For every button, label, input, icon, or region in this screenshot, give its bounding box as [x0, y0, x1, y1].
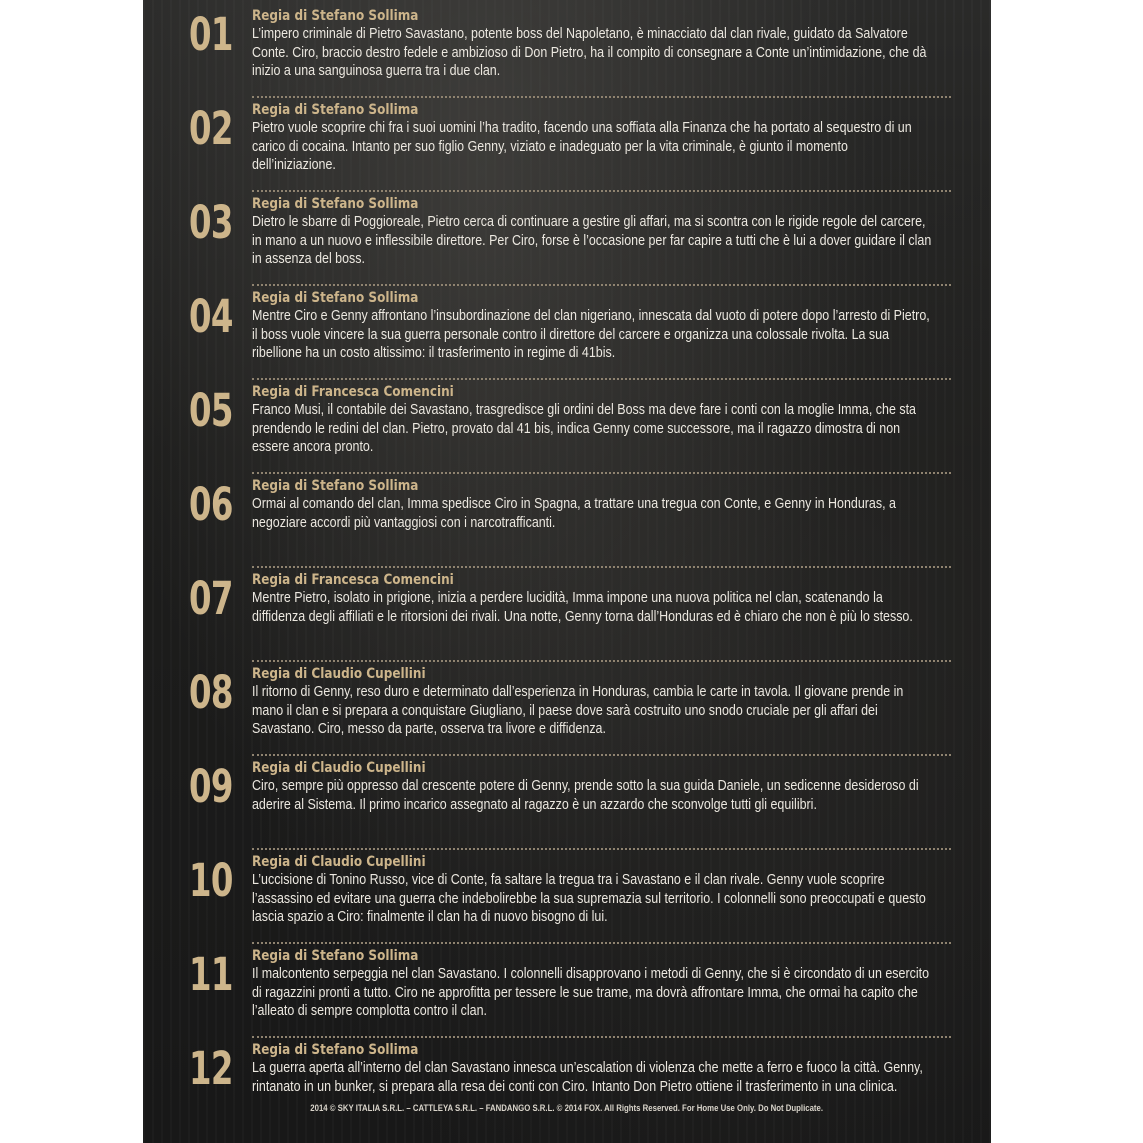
episode-03 [143, 192, 991, 286]
episode-description: Il ritorno di Genny, reso duro e determinato dall’esperienza in Honduras, cambia le carte in tavola. Il giovane prende in mano il clan e si prepara a conquistare Giugliano, il paese dove sarà costruito uno snodo cruciale per gli affari dei Savastano. Ciro, messo da parte, osserva tra livore e diffidenza. [252, 684, 904, 737]
episode-list [143, 4, 991, 1132]
episode-description: L’uccisione di Tonino Russo, vice di Conte, fa saltare la tregua tra i Savastano e il clan rivale. Genny vuole scoprire l’assassino ed evitare una guerra che indebolirebbe la sua supremazia sul territorio. I colonnelli sono preoccupati e questo lascia spazio a Ciro: finalmente il clan ha di nuovo bisogno di lui. [252, 872, 926, 925]
episode-number: 04 [189, 290, 233, 343]
episode-08 [143, 662, 991, 756]
episode-description: Franco Musi, il contabile dei Savastano, trasgredisce gli ordini del Boss ma deve fare i conti con la moglie Imma, che sta prendendo le redini del clan. Pietro, provato dal 41 bis, indica Genny come successore, ma il ragazzo dimostra di non essere ancora pronto. [252, 402, 917, 455]
episode-director: Regia di Claudio Cupellini [252, 666, 426, 682]
episode-description: Mentre Ciro e Genny affrontano l’insubordinazione del clan nigeriano, innescata dal vuoto di potere dopo l’arresto di Pietro, il boss vuole vincere la sua guerra personale contro il direttore del carcere e organizza una colossale rivolta. La sua ribellione ha un costo altissimo: il trasferimento in regime di 41bis. [252, 308, 930, 361]
episode-04 [143, 286, 991, 380]
episode-number: 03 [189, 196, 233, 249]
episode-02 [143, 98, 991, 192]
episode-description: Ciro, sempre più oppresso dal crescente potere di Genny, prende sotto la sua guida Daniele, un sedicenne desideroso di aderire al Sistema. Il primo incarico assegnato al ragazzo è un azzardo che sconvolge tutti gli equilibri. [252, 778, 919, 813]
episode-director: Regia di Stefano Sollima [252, 948, 419, 964]
episode-01 [143, 4, 991, 98]
copyright-footer [143, 1103, 991, 1114]
episode-number: 12 [189, 1042, 233, 1095]
dvd-back-cover [143, 0, 991, 1143]
episode-09 [143, 756, 991, 850]
episode-director: Regia di Stefano Sollima [252, 290, 419, 306]
episode-06 [143, 474, 991, 568]
episode-description: Mentre Pietro, isolato in prigione, inizia a perdere lucidità, Imma impone una nuova politica nel clan, scatenando la diffidenza degli affiliati e le ritorsioni dei rivali. Una notte, Genny torna dall’Honduras ed è chiaro che non è più lo stesso. [252, 590, 913, 625]
episode-director: Regia di Francesca Comencini [252, 384, 454, 400]
episode-description: Il malcontento serpeggia nel clan Savastano. I colonnelli disapprovano i metodi di Genny, che si è circondato di un esercito di ragazzini pronti a tutto. Ciro ne approfitta per tessere le sue trame, ma dovrà affrontare Imma, che ormai ha capito che l’alleato di sempre complotta contro il clan. [252, 966, 930, 1019]
episode-number: 08 [189, 666, 233, 719]
episode-number: 10 [189, 854, 233, 907]
copyright-text: 2014 © SKY ITALIA S.R.L. – CATTLEYA S.R.L. – FANDANGO S.R.L. © 2014 FOX. All Rights Reserved. For Home Use Only. Do Not Duplicate. [310, 1103, 824, 1114]
episode-number: 02 [189, 102, 233, 155]
episode-description: Pietro vuole scoprire chi fra i suoi uomini l’ha tradito, facendo una soffiata alla Finanza che ha portato al sequestro di un carico di cocaina. Intanto per suo figlio Genny, viziato e inadeguato per la vita criminale, è giunto il momento dell’iniziazione. [252, 120, 912, 173]
episode-10 [143, 850, 991, 944]
episode-05 [143, 380, 991, 474]
episode-director: Regia di Stefano Sollima [252, 196, 419, 212]
episode-director: Regia di Claudio Cupellini [252, 854, 426, 870]
episode-number: 11 [189, 948, 233, 1001]
episode-director: Regia di Stefano Sollima [252, 8, 419, 24]
episode-description: Ormai al comando del clan, Imma spedisce Ciro in Spagna, a trattare una tregua con Conte, e Genny in Honduras, a negoziare accordi più vantaggiosi con i narcotrafficanti. [252, 496, 896, 531]
episode-number: 05 [189, 384, 233, 437]
episode-07 [143, 568, 991, 662]
episode-number: 09 [189, 760, 233, 813]
episode-director: Regia di Stefano Sollima [252, 1042, 419, 1058]
episode-number: 01 [189, 8, 233, 61]
episode-description: La guerra aperta all’interno del clan Savastano innesca un’escalation di violenza che mette a ferro e fuoco la città. Genny, rintanato in un bunker, si prepara alla resa dei conti con Ciro. Intanto Don Pietro ottiene il trasferimento in una clinica. [252, 1060, 923, 1095]
episode-11 [143, 944, 991, 1038]
episode-number: 06 [189, 478, 233, 531]
episode-director: Regia di Stefano Sollima [252, 478, 419, 494]
episode-number: 07 [189, 572, 233, 625]
episode-12 [143, 1038, 991, 1132]
episode-director: Regia di Stefano Sollima [252, 102, 419, 118]
episode-director: Regia di Claudio Cupellini [252, 760, 426, 776]
episode-description: L’impero criminale di Pietro Savastano, potente boss del Napoletano, è minacciato dal clan rivale, guidato da Salvatore Conte. Ciro, braccio destro fedele e ambizioso di Don Pietro, ha il compito di consegnare a Conte un’intimidazione, che dà inizio a una sanguinosa guerra tra i due clan. [252, 26, 927, 79]
episode-director: Regia di Francesca Comencini [252, 572, 454, 588]
episode-description: Dietro le sbarre di Poggioreale, Pietro cerca di continuare a gestire gli affari, ma si scontra con le rigide regole del carcere, in mano a un nuovo e inflessibile direttore. Per Ciro, forse è l’occasione per far capire a tutti che è lui a dover guidare il clan in assenza del boss. [252, 214, 932, 267]
